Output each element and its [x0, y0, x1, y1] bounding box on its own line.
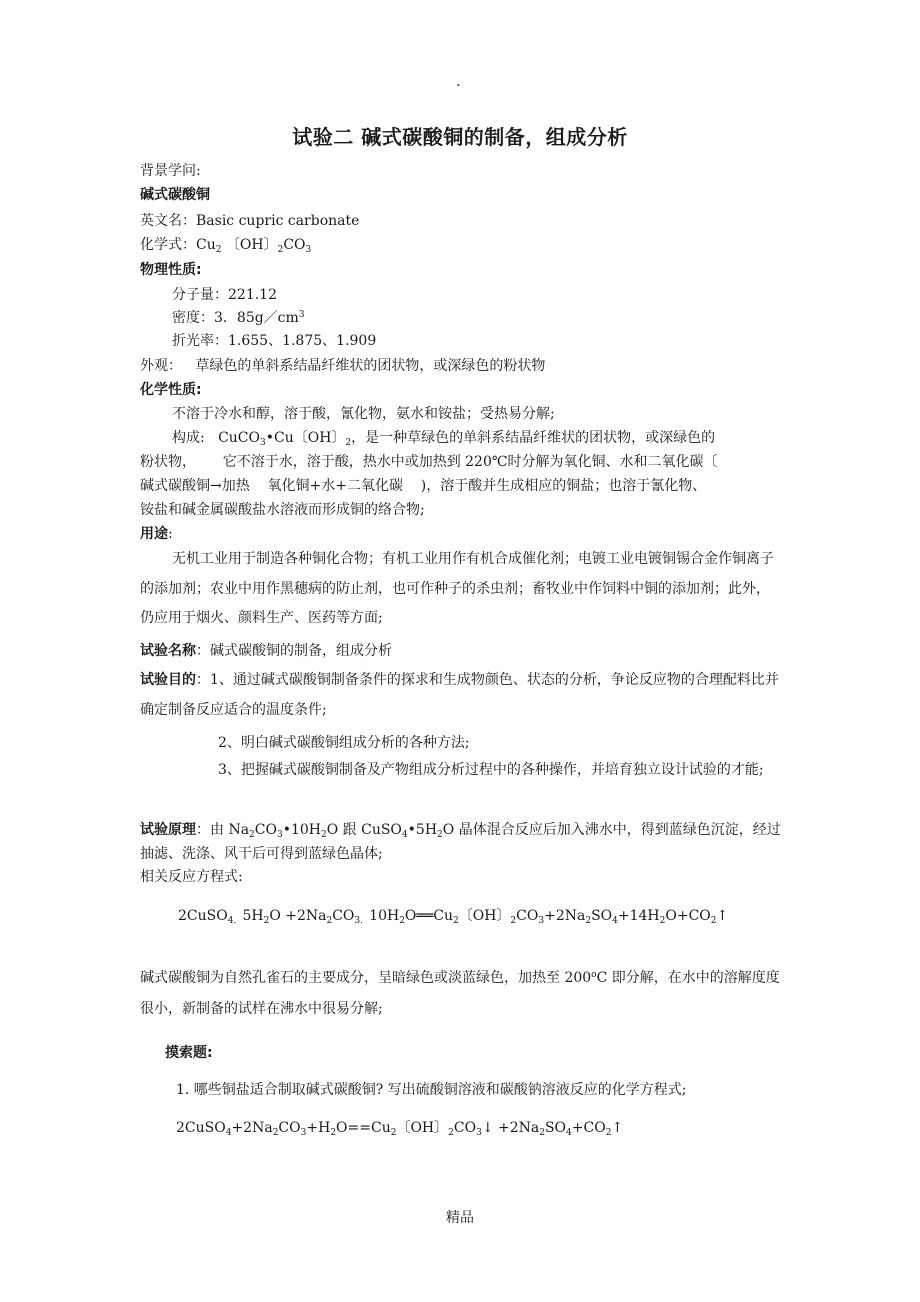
composition-line-2: 粉状物， 它不溶于水，溶于酸，热水中或加热到 220℃时分解为氧化铜、水和二氧化碳〔 [140, 454, 718, 470]
formula-label: 化学式： [140, 237, 196, 253]
page-footer: 精品 [446, 1210, 474, 1226]
appearance-label: 外观： [140, 358, 182, 374]
composition-line-3: 碱式碳酸铜→加热 氧化铜+水+二氧化碳 )，溶于酸并生成相应的铜盐；也溶于氰化物、 [140, 478, 707, 494]
density: 密度：3．$85g/cm^3$ [172, 310, 305, 326]
experiment-name-value: ：碱式碳酸铜的制备，组成分析 [196, 643, 392, 659]
header-mark: . [456, 74, 461, 90]
refractive-index: 折光率：1.655、1.875、1.909 [172, 333, 377, 349]
reaction-heading: 相关反应方程式: [140, 869, 243, 885]
question-1: 1. 哪些铜盐适合制取碱式碳酸铜? 写出硫酸铜溶液和碳酸钠溶液反应的化学方程式; [176, 1082, 687, 1098]
english-name-line [140, 210, 359, 230]
chemical-heading: 化学性质: [140, 382, 202, 398]
principle: 试验原理：由 $Na_2CO_3•10H_2O$ 跟 $CuSO_4•5H_2O$ 晶体混合反应后加入沸水中，得到蓝绿色沉淀，经过抽滤、洗涤、风干后可得到蓝绿色晶体; [140, 822, 781, 862]
molecular-weight: 分子量：221.12 [172, 287, 277, 303]
formula-line [140, 234, 311, 254]
exploration-heading: 摸索题: [165, 1045, 213, 1061]
main-equation: $2CuSO_{4.}5H_2O$ $+2Na_2CO_{3.}10H_2O══Cu_2$〔OH〕$_2CO_3+2Na_2SO_4+14H_2O+CO_2↑$ [178, 908, 729, 926]
purpose-2: 2、明白碱式碳酸铜组成分析的各种方法; [218, 735, 470, 751]
purpose-1: 试验目的：1、通过碱式碳酸铜制备条件的探求和生成物颜色、状态的分析，争论反应物的合理配料比并确定制备反应适合的温度条件; [140, 672, 779, 718]
background-heading: 背景学问: [140, 163, 201, 179]
compound-name: 碱式碳酸铜 [140, 187, 210, 203]
composition-line-4: 铵盐和碱金属碳酸盐水溶液而形成铜的络合物; [140, 502, 425, 518]
appearance-text: 草绿色的单斜系结晶纤维状的团状物，或深绿色的粉状物 [195, 358, 546, 374]
uses-heading: 用途: [140, 526, 173, 542]
experiment-name-line [140, 640, 392, 660]
exploration-equation: $2CuSO_4+2Na_2CO_3+H_2O==Cu_2$〔OH〕$_2CO_3↓$ $+2Na_2SO_4+CO_2↑$ [176, 1120, 624, 1138]
uses-text: 无机工业用于制造各种铜化合物；有机工业用作有机合成催化剂；电镀工业电镀铜锡合金作铜离子的添加剂；农业中用作黑穗病的防止剂，也可作种子的杀虫剂；畜牧业中作饲料中铜的添加剂；此外，仍应用于烟火、颜料生产、医药等方面; [140, 551, 774, 626]
english-name: Basic cupric carbonate [196, 213, 360, 229]
page-title: 试验二 碱式碳酸铜的制备，组成分析 [292, 125, 628, 149]
english-label: 英文名： [140, 213, 196, 229]
composition-line-1: 构成: CuCO$_3$•Cu〔OH〕$_2$，是一种草绿色的单斜系结晶纤维状的团状物，或深绿色的 [172, 430, 716, 448]
chemical-line-1: 不溶于冷水和醇，溶于酸，氰化物，氨水和铵盐；受热易分解; [172, 406, 555, 422]
physical-heading: 物理性质: [140, 262, 202, 278]
experiment-name-label: 试验名称 [140, 643, 196, 659]
appearance-line [140, 355, 545, 375]
formula: $Cu_2$ 〔OH〕$_2CO_3$ [196, 237, 312, 255]
malachite-paragraph: 碱式碳酸铜为自然孔雀石的主要成分，呈暗绿色或淡蓝绿色，加热至 200$^o$C 即分解，在水中的溶解度度很小，新制备的试样在沸水中很易分解; [140, 970, 780, 1017]
purpose-3: 3、把握碱式碳酸铜制备及产物组成分析过程中的各种操作，并培育独立设计试验的才能; [218, 762, 764, 778]
